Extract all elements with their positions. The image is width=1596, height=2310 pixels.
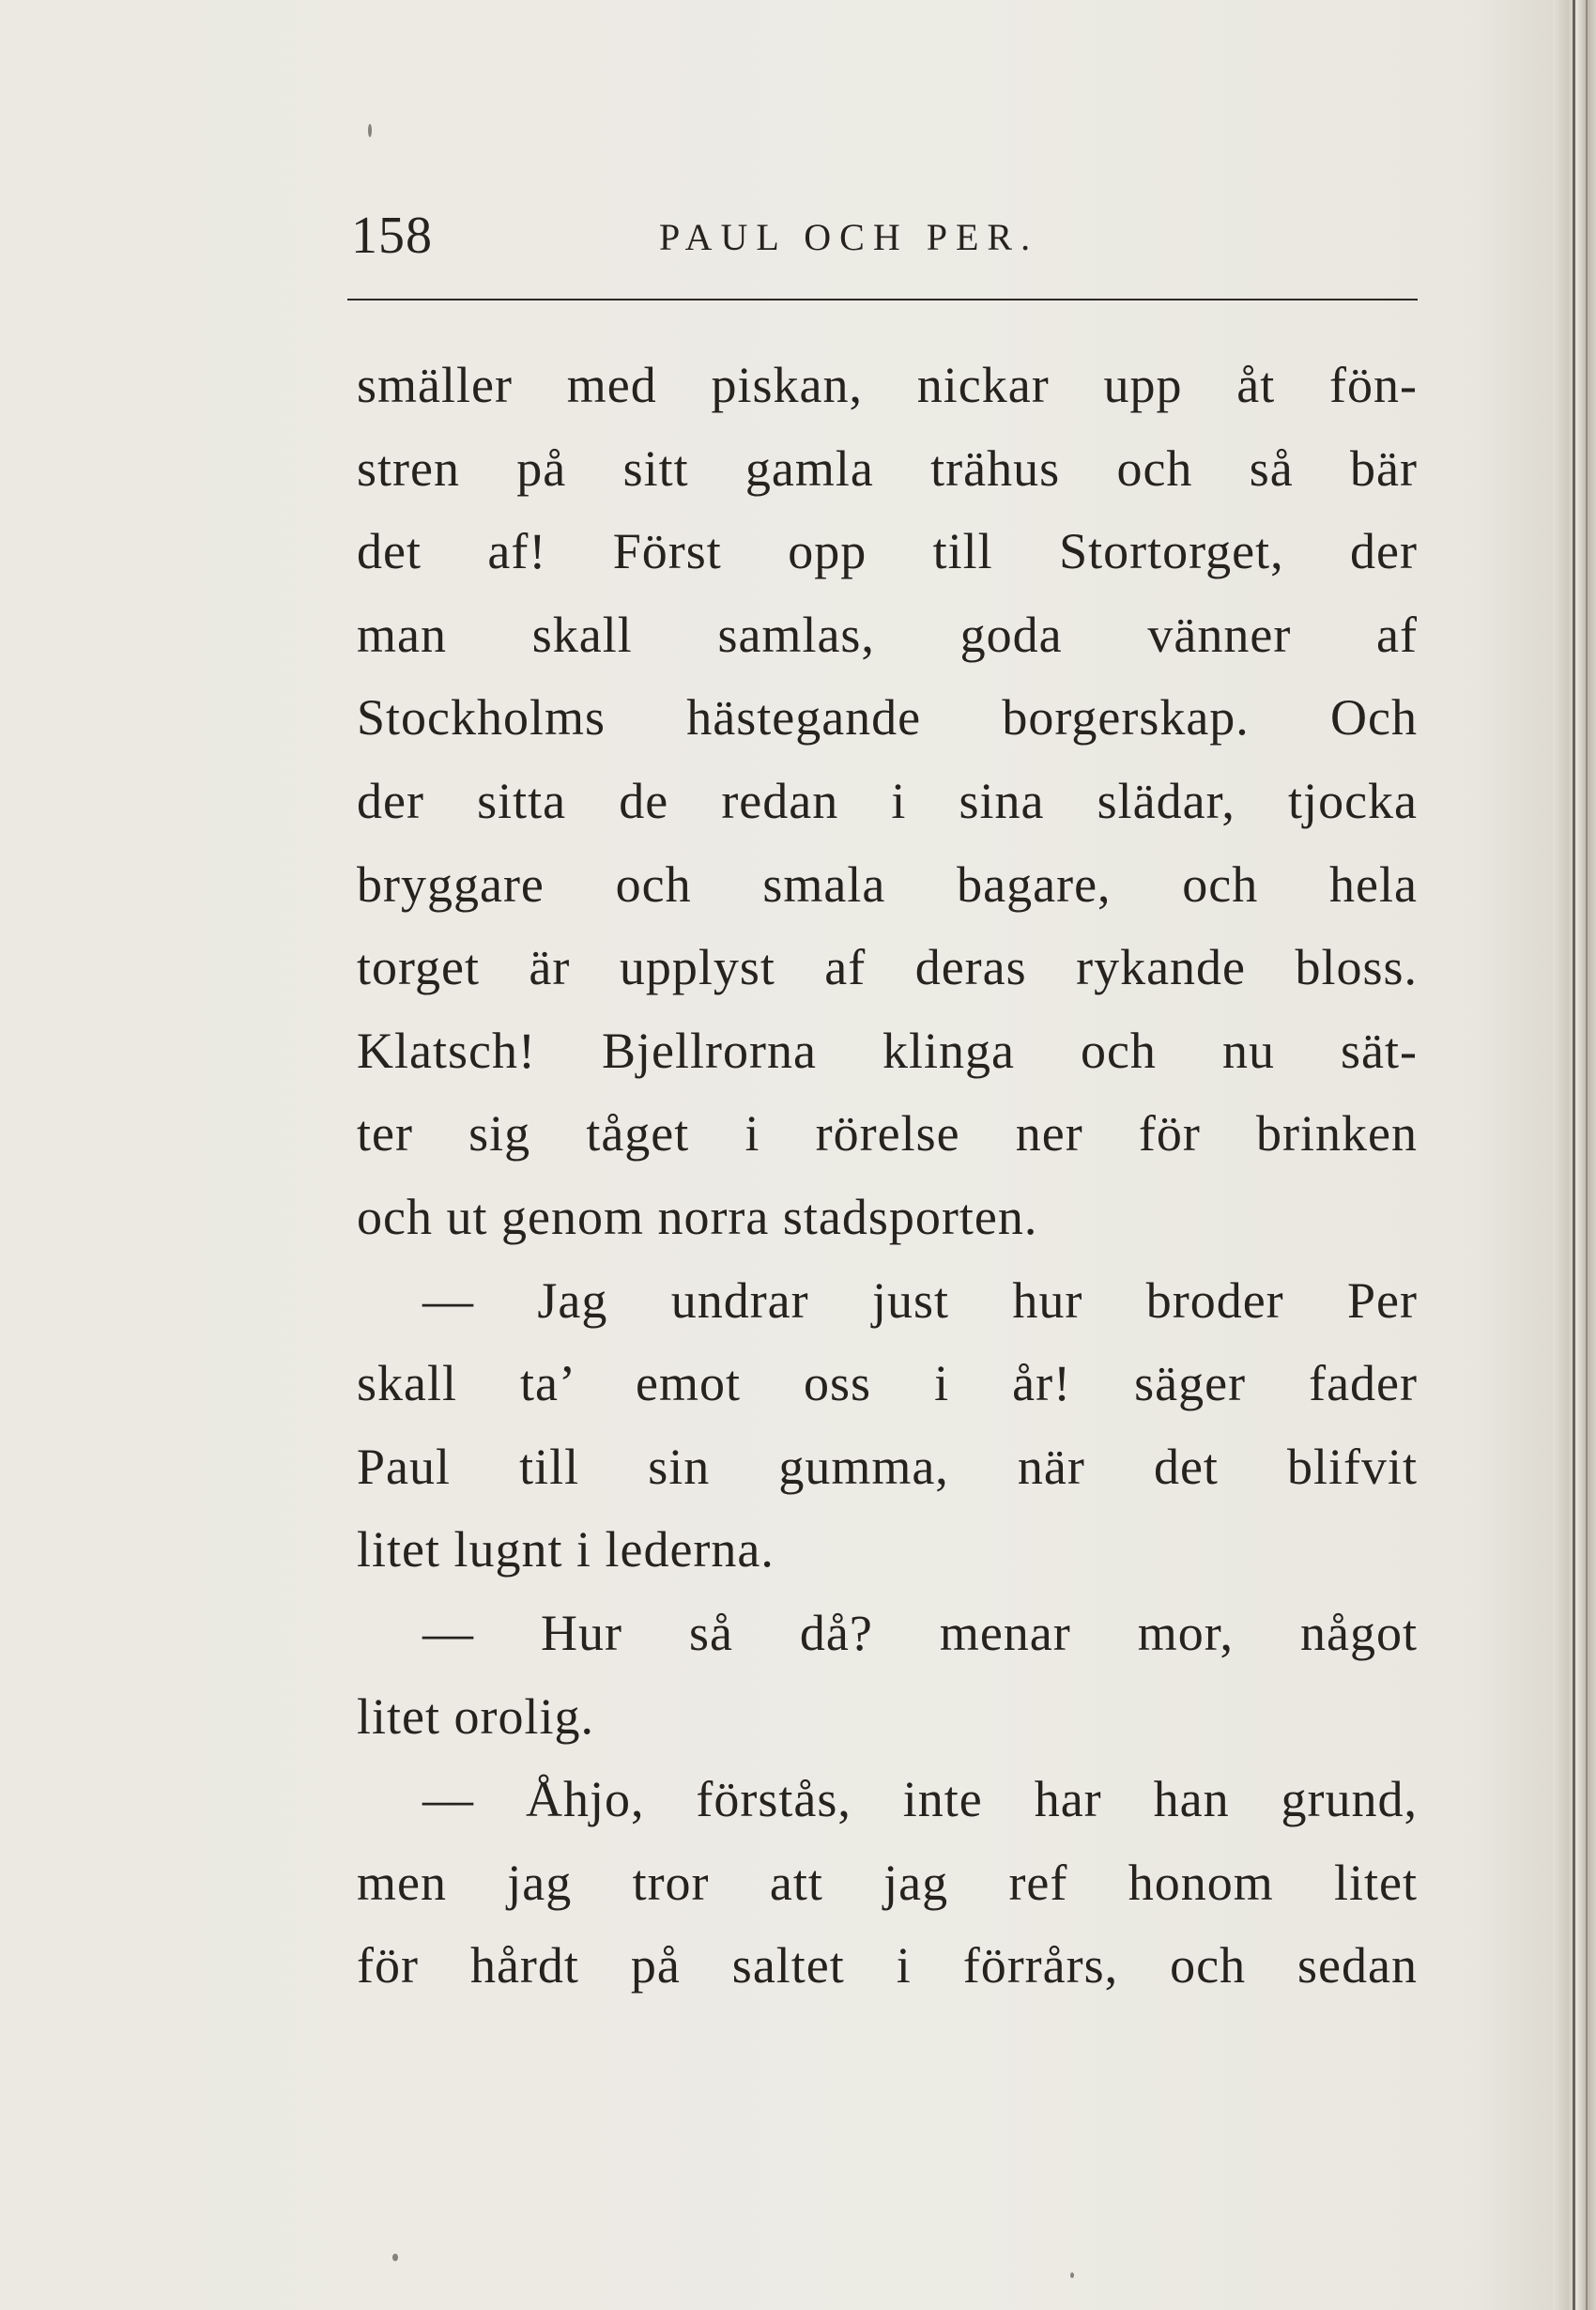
text-line: stren på sitt gamla trähus och så bär bbox=[357, 439, 1418, 497]
text-line: man skall samlas, goda vänner af bbox=[357, 606, 1418, 663]
text-line: Stockholms hästegande borgerskap. Och bbox=[357, 689, 1418, 747]
text-line: der sitta de redan i sina slädar, tjocka bbox=[357, 772, 1418, 829]
page-header bbox=[351, 203, 1417, 269]
text-line: för hårdt på saltet i förrårs, och sedan bbox=[357, 1937, 1418, 1994]
text-line: torget är upplyst af deras rykande bloss. bbox=[357, 939, 1418, 996]
page-number: 158 bbox=[351, 207, 433, 265]
body-text bbox=[357, 344, 1418, 2008]
text-line: — Åhjo, förstås, inte har han grund, bbox=[422, 1771, 1418, 1828]
paper-speck bbox=[1070, 2272, 1074, 2278]
paper-speck bbox=[368, 124, 372, 137]
text-line: — Hur så då? menar mor, något bbox=[422, 1604, 1418, 1661]
text-line: ter sig tåget i rörelse ner för brinken bbox=[357, 1105, 1418, 1163]
page-gutter bbox=[1553, 0, 1596, 2310]
text-line: Klatsch! Bjellrorna klinga och nu sät- bbox=[357, 1022, 1418, 1079]
running-title: PAUL OCH PER. bbox=[659, 216, 1039, 258]
paper-speck bbox=[392, 2254, 398, 2261]
gutter-edge-line bbox=[1586, 0, 1588, 2310]
text-line: litet lugnt i lederna. bbox=[357, 1521, 775, 1578]
text-line: men jag tror att jag ref honom litet bbox=[357, 1854, 1418, 1911]
text-line: Paul till sin gumma, när det blifvit bbox=[357, 1438, 1418, 1495]
header-rule bbox=[347, 299, 1418, 300]
text-line: — Jag undrar just hur broder Per bbox=[422, 1271, 1418, 1329]
text-line: det af! Först opp till Stortorget, der bbox=[357, 523, 1418, 580]
text-line: smäller med piskan, nickar upp åt fön- bbox=[357, 357, 1418, 413]
text-line: bryggare och smala bagare, och hela bbox=[357, 855, 1418, 913]
text-line: skall ta’ emot oss i år! säger fader bbox=[357, 1355, 1418, 1412]
gutter-edge-line bbox=[1573, 0, 1575, 2310]
text-line: litet orolig. bbox=[357, 1687, 594, 1745]
text-line: och ut genom norra stadsporten. bbox=[357, 1188, 1038, 1245]
